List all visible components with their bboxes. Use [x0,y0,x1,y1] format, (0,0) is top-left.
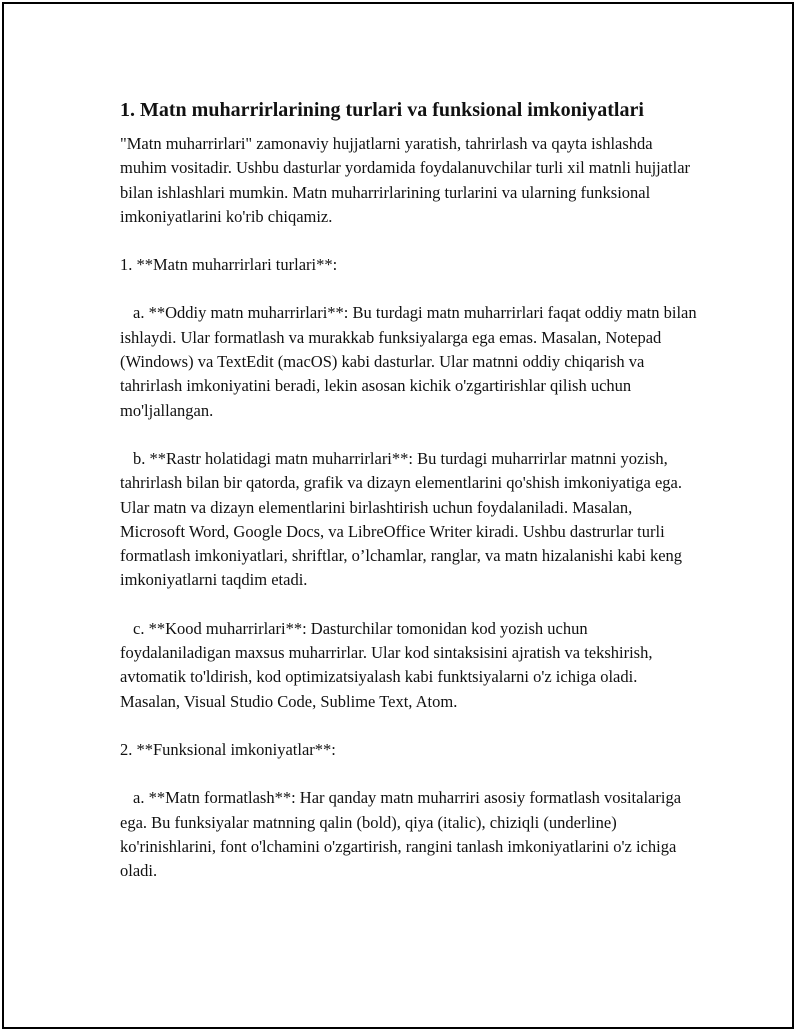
paragraph-rich-text-editors: b. **Rastr holatidagi matn muharrirlari**: Bu turdagi muharrirlar matnni yozish, tahrirlash bilan bir qatorda, grafik va dizayn elementlarini qo'shish imkoniyatiga ega. Ular matn va dizayn elementlarini birlashtirish uchun foydalaniladi. Masalan, Microsoft Word, Google Docs, va LibreOffice Writer kiradi. Ushbu dastrurlar turli formatlash imkoniyatlari, shriftlar, o’lchamlar, ranglar, va matn hizalanishi kabi keng imkoniyatlarni taqdim etadi. [120,448,683,590]
intro-paragraph: "Matn muharrirlari" zamonaviy hujjatlarni yaratish, tahrirlash va qayta ishlashda muhim vositadir. Ushbu dasturlar yordamida foydalanuvchilar turli xil matnli hujjatlar bilan ishlashlari mumkin. Matn muharrirlarining turlarini va ularning funksional imkoniyatlarini ko'rib chiqamiz. [120,134,691,226]
paragraph-plain-text-editors: a. **Oddiy matn muharrirlari**: Bu turdagi matn muharrirlari faqat oddiy matn bilan ishlaydi. Ular formatlash va murakkab funksiyalarga ega emas. Masalan, Notepad (Windows) va TextEdit (macOS) kabi dasturlar. Ular matnni oddiy chiqarish va tahrirlash imkoniyatini beradi, lekin asosan kichik o'zgartirishlar qilish uchun mo'ljallangan. [120,303,697,420]
paragraph-text-formatting: a. **Matn formatlash**: Har qanday matn muharriri asosiy formatlash vositalariga ega. Bu funksiyalar matnning qalin (bold), qiya (italic), chiziqli (underline) ko'rinishlarini, font o'lchamini o'zgartirish, rangini tanlash imkoniyatlarini o'z ichiga oladi. [120,788,682,881]
paragraph-code-editors: c. **Kood muharrirlari**: Dasturchilar tomonidan kod yozish uchun foydalaniladigan maxsus muharrirlar. Ular kod sintaksisini ajratish va tekshirish, avtomatik to'ldirish, kod optimizatsiyalash kabi funktsiyalarni o'z ichiga oladi. Masalan, Visual Studio Code, Sublime Text, Atom. [120,618,653,711]
document-title: 1. Matn muharrirlarining turlari va funksional imkoniyatlari [120,99,644,121]
section-heading-types: 1. **Matn muharrirlari turlari**: [120,255,338,275]
document-page [2,2,794,1029]
section-heading-features: 2. **Funksional imkoniyatlar**: [120,739,336,759]
document-content [120,96,700,907]
